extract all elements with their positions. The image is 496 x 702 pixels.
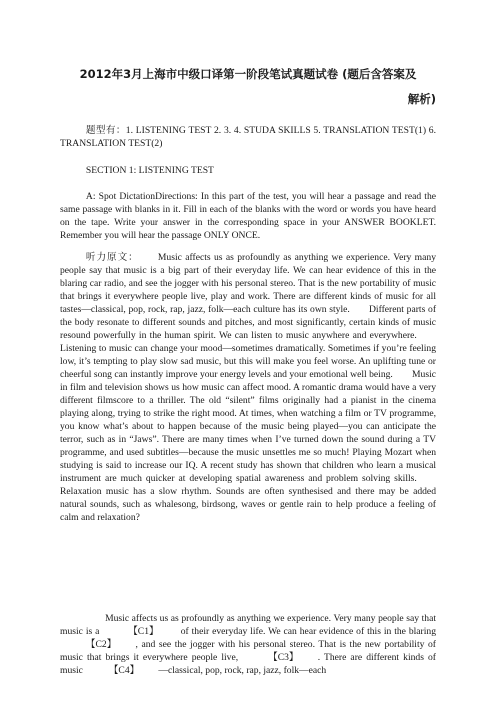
blank-c4[interactable]: 【C4】 <box>108 665 140 676</box>
blank-c2[interactable]: 【C2】 <box>85 639 117 650</box>
script-part-1: Music affects us as profoundly as anything we experience. Very many people say that music is a big part of their everyday life. We can hear evidence of this in the blaring car radio, and see the jogger with his personal stereo. That is the new portability of music that brings it everywhere people live, play and work. There are different kinds of music for all tastes—classical, pop, rock, rap, jazz, folk—each culture has its own style. <box>60 252 436 315</box>
listening-script <box>60 251 436 524</box>
cloze-text-5: —classical, pop, rock, rap, jazz, folk—each <box>158 665 327 676</box>
cloze-text-4: . There are different kinds of music <box>60 652 436 676</box>
script-part-5: Relaxation music has a slow rhythm. Sounds are often synthesised and there may be added natural sounds, such as whalesong, birdsong, waves or gentle rain to help produce a feeling of calm and relaxation? <box>60 486 436 523</box>
script-part-2: Different parts of the body resonate to different sounds and pitches, and most significantly, certain kinds of music resound powerfully in the human spirit. We can listen to music anywhere and everywhere. <box>60 304 437 341</box>
page-title <box>60 62 436 112</box>
title-line-2: 解析) <box>407 92 436 106</box>
script-part-4: Music in film and television shows us how music can affect mood. A romantic drama would have a very different filmscore to a thriller. The old “silent” films originally had a pianist in the cinema playing along, trying to strike the right mood. At times, when watching a film or TV programme, you know what’s about to happen because of the music being played—you can anticipate the terror, such as in “Jaws”. There are many times when I’ve turned down the sound during a TV programme, and used subtitles—because the music unsettles me so much! Playing Mozart when studying is said to increase our IQ. A recent study has shown that children who learn a musical instrument are much quicker at developing spatial awareness and problem solving skills. <box>60 369 436 484</box>
section-heading: SECTION 1: LISTENING TEST <box>85 165 214 176</box>
question-types: 题型有：1. LISTENING TEST 2. 3. 4. STUDA SKILLS 5. TRANSLATION TEST(1) 6. TRANSLATION TEST(2) <box>60 125 436 149</box>
cloze-text-3: , and see the jogger with his personal stereo. That is the new portability of music that brings it everywhere people live, <box>60 639 436 663</box>
directions-paragraph: A: Spot DictationDirections: In this part of the test, you will hear a passage and read the same passage with blanks in it. Fill in each of the blanks with the word or words you have heard on the tape. Write your answer in the corresponding space in your ANSWER BOOKLET. Remember you will hear the passage ONLY ONCE. <box>60 191 436 241</box>
cloze-text-1: Music affects us as profoundly as anything we experience. Very many people say that music is a <box>60 613 436 637</box>
cloze-text-2: of their everyday life. We can hear evidence of this in the blaring <box>180 626 437 637</box>
blank-c1[interactable]: 【C1】 <box>128 626 159 637</box>
blank-c3[interactable]: 【C3】 <box>268 652 299 663</box>
script-label: 听力原文： <box>85 252 139 263</box>
title-line-1: 2012年3月上海市中级口译第一阶段笔试真题试卷 (题后含答案及 <box>79 67 417 81</box>
cloze-passage <box>60 612 436 677</box>
script-part-3: Listening to music can change your mood—sometimes dramatically. Sometimes if you’re feeling low, it’s tempting to play slow sad music, but this will make you feel worse. An uplifting tune or cheerful song can instantly improve your energy levels and your emotional well being. <box>60 343 436 380</box>
